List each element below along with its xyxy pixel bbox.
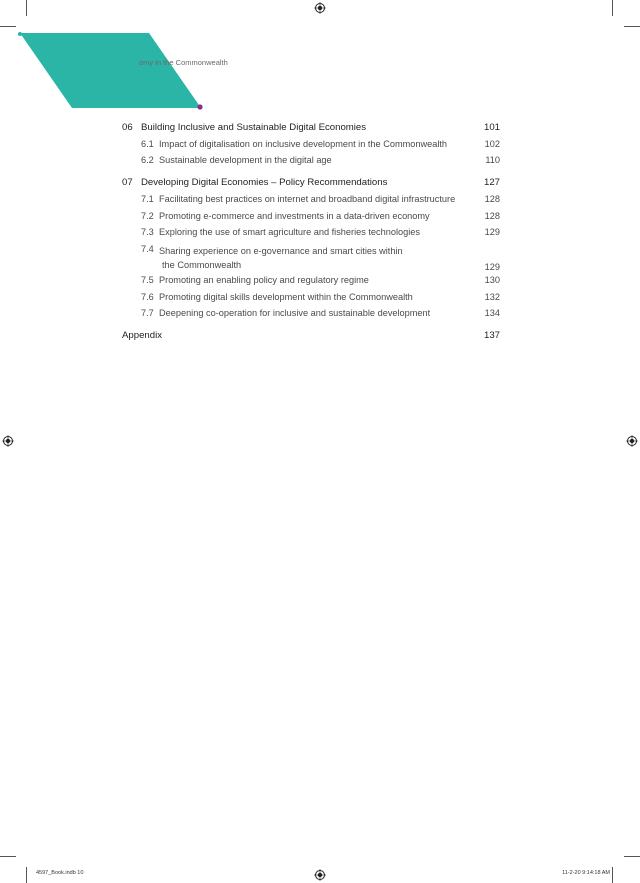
toc-entry-7-3[interactable] — [141, 227, 500, 237]
toc-entry-7-6[interactable] — [141, 292, 500, 302]
page-number: 102 — [484, 139, 500, 149]
entry-title: Promoting digital skills development within the Commonwealth — [159, 292, 413, 302]
toc-entry-7-4[interactable] — [141, 244, 500, 272]
registration-mark-icon — [626, 435, 638, 447]
page-number: 101 — [483, 122, 500, 133]
crop-mark — [0, 856, 16, 857]
entry-title: Exploring the use of smart agriculture and fisheries technologies — [159, 227, 420, 237]
entry-title — [159, 244, 470, 272]
page-number: 127 — [483, 177, 500, 188]
page-number: 129 — [484, 227, 500, 237]
entry-title: Promoting e-commerce and investments in a data-driven economy — [159, 211, 430, 221]
page-number: 132 — [484, 292, 500, 302]
header-band — [0, 0, 640, 120]
toc-entry-7-2[interactable] — [141, 211, 500, 221]
toc-entry-6-1[interactable] — [141, 139, 500, 149]
page-number: 134 — [484, 308, 500, 318]
crop-mark — [26, 867, 27, 883]
toc-entry-7-5[interactable] — [141, 275, 500, 285]
chapter-title: Building Inclusive and Sustainable Digital Economies — [141, 122, 367, 133]
chapter-06[interactable] — [122, 122, 500, 133]
print-slug-file: 4597_Book.indb 10 — [36, 870, 84, 876]
entry-title: Impact of digitalisation on inclusive development in the Commonwealth — [159, 139, 448, 149]
page-number: 128 — [484, 211, 500, 221]
toc-entry-7-7[interactable] — [141, 308, 500, 318]
page-number: 110 — [485, 155, 500, 165]
appendix-title: Appendix — [122, 330, 163, 341]
registration-mark-icon — [2, 435, 14, 447]
page-number: 128 — [484, 194, 500, 204]
entry-title: Sustainable development in the digital age — [159, 155, 332, 165]
entry-title-line-1: Sharing experience on e-governance and smart cities within — [159, 246, 403, 256]
toc-entry-6-2[interactable] — [141, 155, 500, 165]
entry-title: Facilitating best practices on internet and broadband digital infrastructure — [159, 194, 456, 204]
toc-appendix[interactable] — [122, 330, 500, 341]
entry-title: Promoting an enabling policy and regulatory regime — [159, 275, 369, 285]
entry-title-line-2: the Commonwealth — [162, 260, 242, 270]
entry-number: 7.5 — [141, 275, 154, 285]
chapter-07[interactable] — [122, 177, 500, 188]
registration-mark-icon — [314, 869, 326, 881]
page-number: 129 — [484, 262, 500, 272]
entry-title: Deepening co-operation for inclusive and sustainable development — [159, 308, 431, 318]
entry-number: 7.1 — [141, 194, 154, 204]
crop-mark — [612, 867, 613, 883]
running-head: omy in the Commonwealth — [139, 58, 228, 67]
chapter-number: 06 — [122, 122, 133, 133]
page-number: 130 — [484, 275, 500, 285]
toc-entry-7-1[interactable] — [141, 194, 500, 204]
entry-number: 6.2 — [141, 155, 154, 165]
entry-number: 7.3 — [141, 227, 154, 237]
entry-number: 7.7 — [141, 308, 154, 318]
entry-number: 7.6 — [141, 292, 154, 302]
chapter-title: Developing Digital Economies – Policy Recommendations — [141, 177, 388, 188]
entry-number: 7.2 — [141, 211, 154, 221]
page-number: 137 — [483, 330, 500, 341]
crop-mark — [624, 856, 640, 857]
chapter-number: 07 — [122, 177, 133, 188]
print-slug-timestamp: 11-2-20 9:14:18 AM — [562, 870, 610, 876]
entry-number: 6.1 — [141, 139, 154, 149]
entry-number: 7.4 — [141, 244, 154, 254]
